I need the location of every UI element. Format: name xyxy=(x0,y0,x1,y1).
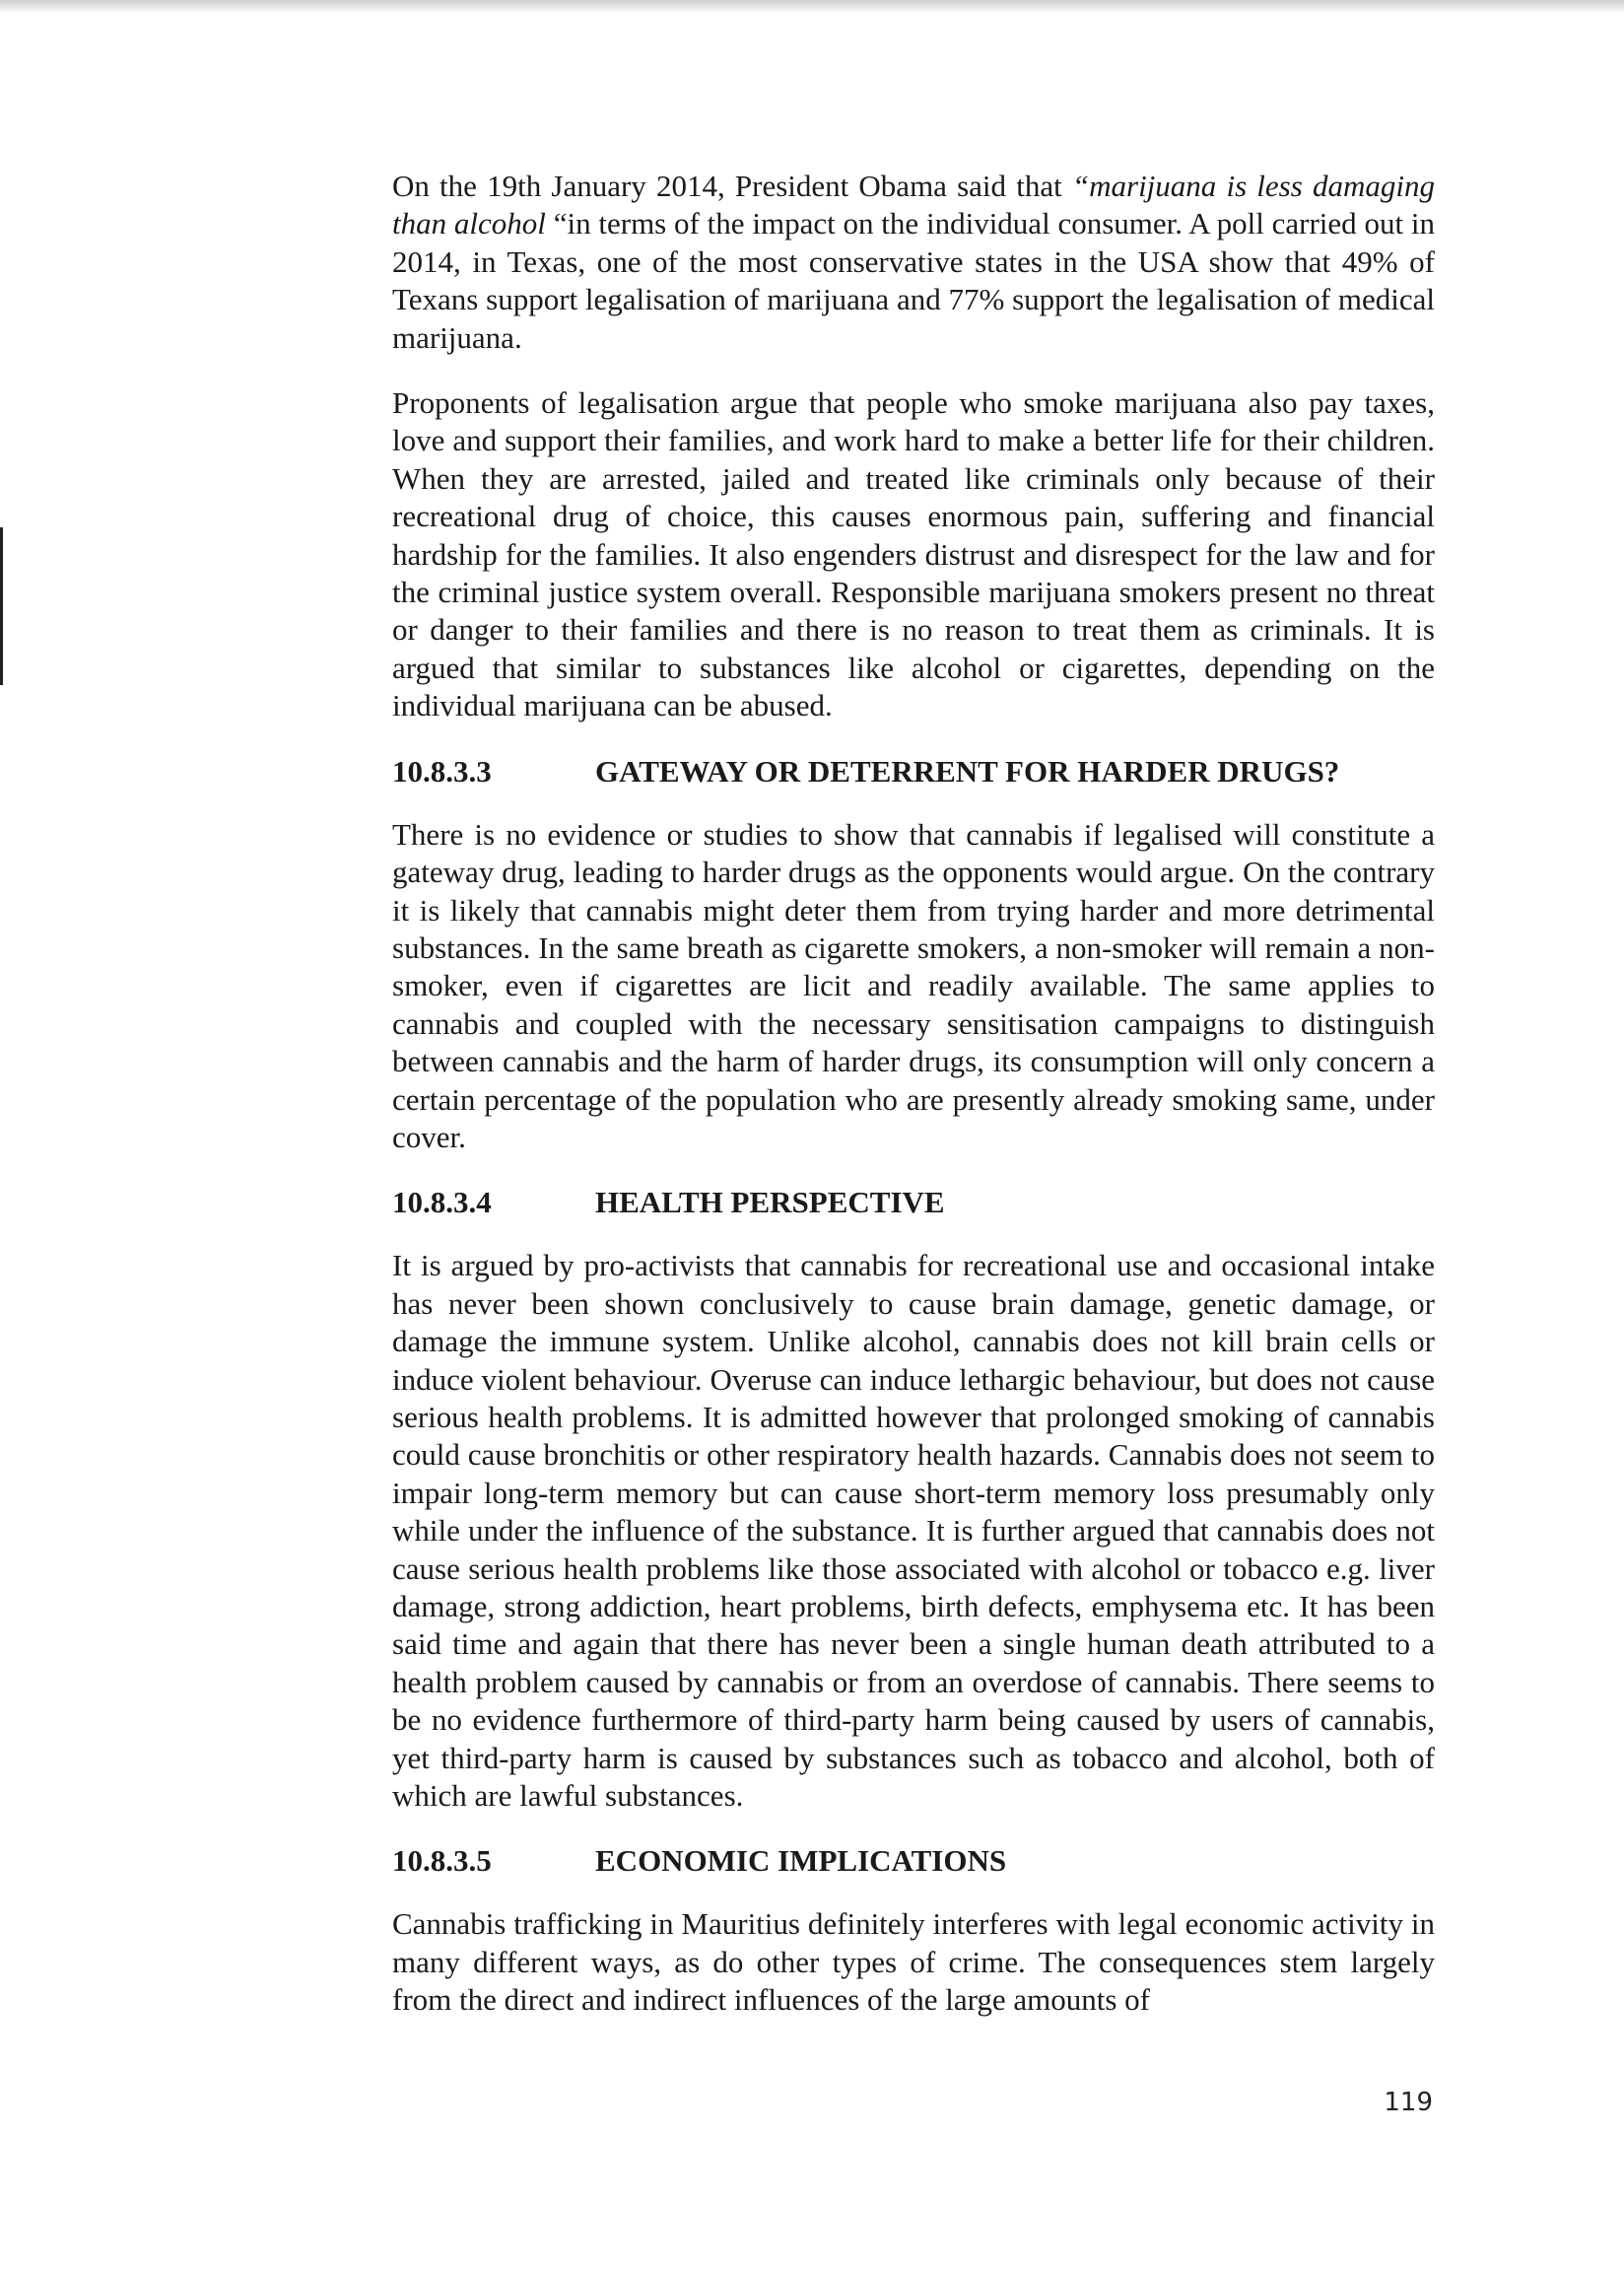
section-heading-economic xyxy=(392,1842,1435,1880)
paragraph-intro: On the 19th January 2014, President Obama said that xyxy=(392,169,1072,203)
paragraph-economic: Cannabis trafficking in Mauritius definitely interferes with legal economic activity in many different ways, as do other types of crime. The consequences stem largely from the direct and indirect influences of the large amounts of xyxy=(392,1906,1435,2018)
paragraph-proponents: Proponents of legalisation argue that people who smoke marijuana also pay taxes, love and support their families, and work hard to make a better life for their children. When they are arrested, jailed and treated like criminals only because of their recreational drug of choice, this causes enormous pain, suffering and financial hardship for the families. It also engenders distrust and disrespect for the law and for the criminal justice system overall. Responsible marijuana smokers present no threat or danger to their families and there is no reason to treat them as criminals. It is argued that similar to substances like alcohol or cigarettes, depending on the individual marijuana can be abused. xyxy=(392,385,1435,723)
scan-shadow xyxy=(0,0,1624,14)
section-heading-health xyxy=(392,1184,1435,1221)
paragraph-rest: “in terms of the impact on the individual consumer. A poll carried out in 2014, in Texas, one of the most conservative states in the USA show that 49% of Texans support legalisation of marijuana and 77% support the legalisation of medical marijuana. xyxy=(392,206,1435,355)
section-heading-gateway xyxy=(392,753,1435,791)
section-title: HEALTH PERSPECTIVE xyxy=(595,1185,945,1220)
section-number: 10.8.3.4 xyxy=(392,1185,492,1220)
quote-text: “marijuana is less damaging than alcohol xyxy=(392,169,1435,241)
section-number: 10.8.3.5 xyxy=(392,1843,492,1879)
section-title: GATEWAY OR DETERRENT FOR HARDER DRUGS? xyxy=(595,753,1340,789)
paragraph-obama-quote xyxy=(392,168,1435,357)
scan-margin-mark xyxy=(0,527,3,685)
paragraph-gateway: There is no evidence or studies to show that cannabis if legalised will constitute a gateway drug, leading to harder drugs as the opponents would argue. On the contrary it is likely that cannabis might deter them from trying harder and more detrimental substances. In the same breath as cigarette smokers, a non-smoker will remain a non-smoker, even if cigarettes are licit and readily available. The same applies to cannabis and coupled with the necessary sensitisation campaigns to distinguish between cannabis and the harm of harder drugs, its consumption will only concern a certain percentage of the population who are presently already smoking same, under cover. xyxy=(392,816,1435,1154)
section-number: 10.8.3.3 xyxy=(392,753,492,789)
section-title: ECONOMIC IMPLICATIONS xyxy=(595,1843,1007,1879)
paragraph-health: It is argued by pro-activists that cannabis for recreational use and occasional intake has never been shown conclusively to cause brain damage, genetic damage, or damage the immune system. Unlike alcohol, cannabis does not kill brain cells or induce violent behaviour. Overuse can induce lethargic behaviour, but does not cause serious health problems. It is admitted however that prolonged smoking of cannabis could cause bronchitis or other respiratory health hazards. Cannabis does not seem to impair long-term memory but can cause short-term memory loss presumably only while under the influence of the substance. It is further argued that cannabis does not cause serious health problems like those associated with alcohol or tobacco e.g. liver damage, strong addiction, heart problems, birth defects, emphysema etc. It has been said time and again that there has never been a single human death attributed to a health problem caused by cannabis or from an overdose of cannabis. There seems to be no evidence furthermore of third-party harm being caused by users of cannabis, yet third-party harm is caused by substances such as tobacco and alcohol, both of which are lawful substances. xyxy=(392,1248,1435,1814)
page-number: 119 xyxy=(1384,2088,1433,2117)
document-body xyxy=(392,168,1435,2047)
